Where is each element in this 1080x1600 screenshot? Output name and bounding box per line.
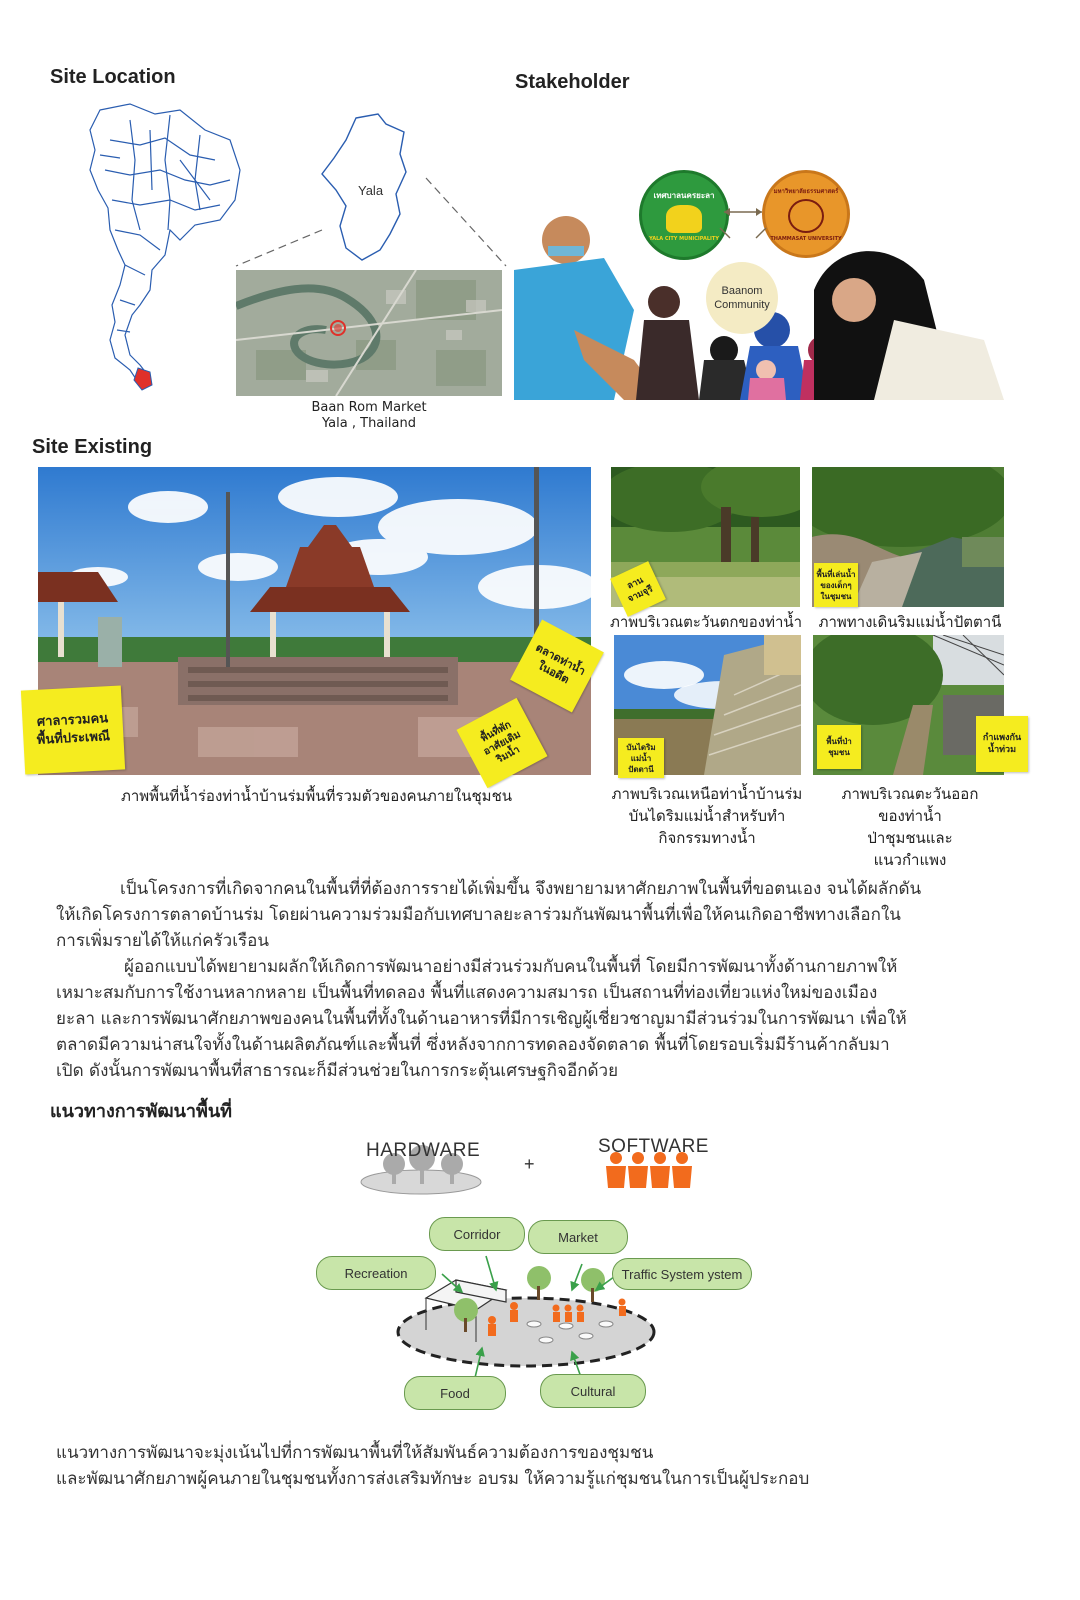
north-stairs-caption-line1: ภาพบริเวณเหนือท่าน้ำบ้านร่ม [611,785,803,803]
market-place: Yala , Thailand [322,416,416,431]
note-old-housing: พื้นที่พัก อาศัยเดิม ริมน้ำ [456,698,547,788]
note-community-forest: พื้นที่ป่า ชุมชน [817,725,861,769]
municipality-seal [639,170,729,260]
closing-line1: แนวทางการพัฒนาจะมุ่งเน้นไปที่การพัฒนาพื้นที่ให้สัมพันธ์ความต้องการของชุมชน [56,1443,654,1463]
paragraph1-line1: เป็นโครงการที่เกิดจากคนในพื้นที่ที่ต้องการรายได้เพิ่มขึ้น จึงพยายามหาศักยภาพในพื้นที่ขอตนเอง จนได้ผลักดัน [120,879,922,899]
pill-corridor: Corridor [429,1217,525,1251]
east-caption-line2: ของท่าน้ำ [878,807,942,825]
note-river-stairs: บันไดริมแม่น้ำ ปัตตานี [618,738,664,778]
zoom-lines [230,160,510,270]
note-sala: ศาลารวมคน พื้นที่ประเพณี [21,685,125,774]
east-caption-line1: ภาพบริเวณตะวันออก [841,785,979,803]
university-seal-sub: THAMMASAT UNIVERSITY [770,236,842,242]
closing-line2: และพัฒนาศักยภาพผู้คนภายในชุมชนทั้งการส่งเสริมทักษะ อบรม ให้ความรู้แก่ชุมชนในการเป็นผู้ประกอบ [56,1469,810,1489]
development-heading: แนวทางการพัฒนาพื้นที่ [50,1101,233,1122]
note-chamchuri: ลาน จามจุรี [610,561,666,617]
pill-market: Market [528,1220,628,1254]
market-name: Baan Rom Market [311,400,427,415]
east-caption-line3: ป่าชุมชนและ [867,829,953,847]
hardware-label: HARDWARE [366,1140,481,1161]
site-location-heading: Site Location [50,66,176,88]
paragraph2-line5: เปิด ดังนั้นการพัฒนาพื้นที่สาธารณะก็มีส่วนช่วยในการกระตุ้นเศรษฐกิจอีกด้วย [56,1061,619,1081]
thailand-map-icon [70,100,250,400]
main-photo-caption: ภาพพื้นที่น้ำร่องท่าน้ำบ้านร่มพื้นที่รวมตัวของคนภายในชุมชน [120,787,513,805]
university-seal [762,170,850,258]
elephant-icon [666,205,702,233]
north-stairs-caption-line2: บันไดริมแม่น้ำสำหรับทำ [628,807,786,825]
software-label: SOFTWARE [598,1136,709,1157]
pill-recreation: Recreation [316,1256,436,1290]
paragraph2-line2: เหมาะสมกับการใช้งานหลากหลาย เป็นพื้นที่ทดลอง พื้นที่แสดงความสมารถ เป็นสถานที่ท่องเที่ยวแห่งใหม่ของเมือง [56,983,878,1003]
stakeholder-heading: Stakeholder [515,71,630,93]
pill-cultural: Cultural [540,1374,646,1408]
province-label: Yala [358,183,384,198]
paragraph2-line4: ตลาดมีความน่าสนใจทั้งในด้านผลิตภัณฑ์และพื้นที่ ซึ่งหลังจากการทดลองจัดตลาด พื้นที่โดยรอบเริ่มมีร้านค้ากลับมา [56,1035,890,1055]
paragraph2-line1: ผู้ออกแบบได้พยายามผลักให้เกิดการพัฒนาอย่างมีส่วนร่วมกับคนในพื้นที่ โดยมีการพัฒนาทั้งด้านกายภาพให้ [124,957,898,977]
paragraph2-line3: ยะลา และการพัฒนาศักยภาพของคนในพื้นที่ทั้งในด้านอาหารที่มีการเชิญผู้เชี่ยวชาญมามีส่วนร่วมในการพัฒนา เพื่อให้ [56,1009,907,1029]
paragraph1-line2: ให้เกิดโครงการตลาดบ้านร่ม โดยผ่านความร่วมมือกับเทศบาลยะลาร่วมกันพัฒนาพื้นที่เพื่อให้คนเกิดอาชีพทางเลือกใน [56,905,901,925]
west-photo-caption: ภาพบริเวณตะวันตกของท่าน้ำ [609,613,803,631]
riverside-walk-caption: ภาพทางเดินริมแม่น้ำปัตตานี [818,613,1002,631]
satellite-map-icon [236,270,502,396]
community-line1: Baanom [721,285,763,297]
pill-traffic: Traffic System ystem [612,1258,752,1290]
site-existing-heading: Site Existing [32,436,153,458]
note-flood-wall: กำแพงกัน น้ำท่วม [976,716,1028,772]
municipality-seal-text: เทศบาลนครยะลา [653,190,715,200]
paragraph1-line3: การเพิ่มรายได้ให้แก่ครัวเรือน [56,931,269,951]
plus-sign: + [524,1154,535,1174]
community-circle [706,262,778,334]
community-line2: Community [714,299,770,311]
note-kids-swim: พื้นที่เล่นน้ำ ของเด็กๆ ในชุมชน [814,563,858,607]
north-stairs-caption-line3: กิจกรรมทางน้ำ [658,829,756,847]
university-seal-text: มหาวิทยาลัยธรรมศาสตร์ [773,188,839,195]
note-old-market: ตลาดท่าน้ำ ในอดีต [510,620,604,713]
emblem-icon [788,199,824,233]
arrow-icon [718,200,768,270]
east-caption-line4: แนวกำแพง [873,851,947,869]
municipality-seal-sub: YALA CITY MUNICIPALITY [649,235,719,242]
pill-food: Food [404,1376,506,1410]
